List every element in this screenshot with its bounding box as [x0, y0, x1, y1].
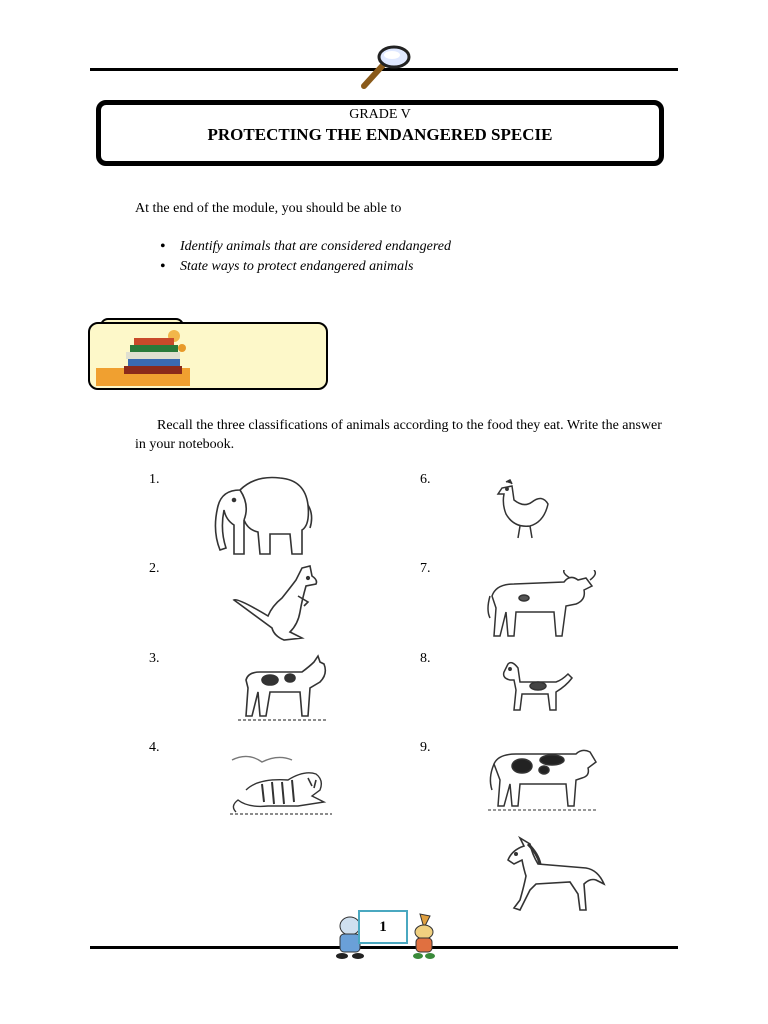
magnifier-icon: [356, 44, 414, 90]
mascot-right-icon: [406, 912, 442, 960]
objectives-list: [160, 237, 451, 277]
objectives-intro: At the end of the module, you should be able to: [135, 201, 402, 216]
kangaroo-icon: [228, 560, 324, 644]
item-number: 1.: [149, 472, 160, 487]
activity-instruction: Recall the three classifications of animals according to the food they eat. Write the answer in your notebook.: [135, 418, 662, 452]
grade-label: GRADE V: [349, 107, 411, 122]
item-number: 4.: [149, 740, 160, 755]
dog-icon: [498, 656, 578, 714]
bottom-rule: [90, 946, 678, 949]
hen-icon: [488, 474, 552, 544]
elephant-icon: [210, 470, 314, 560]
goat-icon: [236, 652, 330, 724]
objective-item: • State ways to protect endangered animals: [160, 257, 451, 277]
cow-icon: [486, 744, 602, 814]
tiger-icon: [228, 750, 336, 820]
objective-item: • Identify animals that are considered endangered: [160, 237, 451, 257]
item-number: 9.: [420, 740, 431, 755]
books-icon: [94, 322, 192, 388]
horse-icon: [500, 834, 606, 914]
item-number: 3.: [149, 651, 160, 666]
title-box: [96, 100, 664, 166]
page-number: 1: [358, 910, 408, 944]
item-number: 2.: [149, 561, 160, 576]
page-title: PROTECTING THE ENDANGERED SPECIE: [207, 125, 553, 144]
carabao-icon: [486, 570, 598, 642]
item-number: 7.: [420, 561, 431, 576]
item-number: 8.: [420, 651, 431, 666]
item-number: 6.: [420, 472, 431, 487]
